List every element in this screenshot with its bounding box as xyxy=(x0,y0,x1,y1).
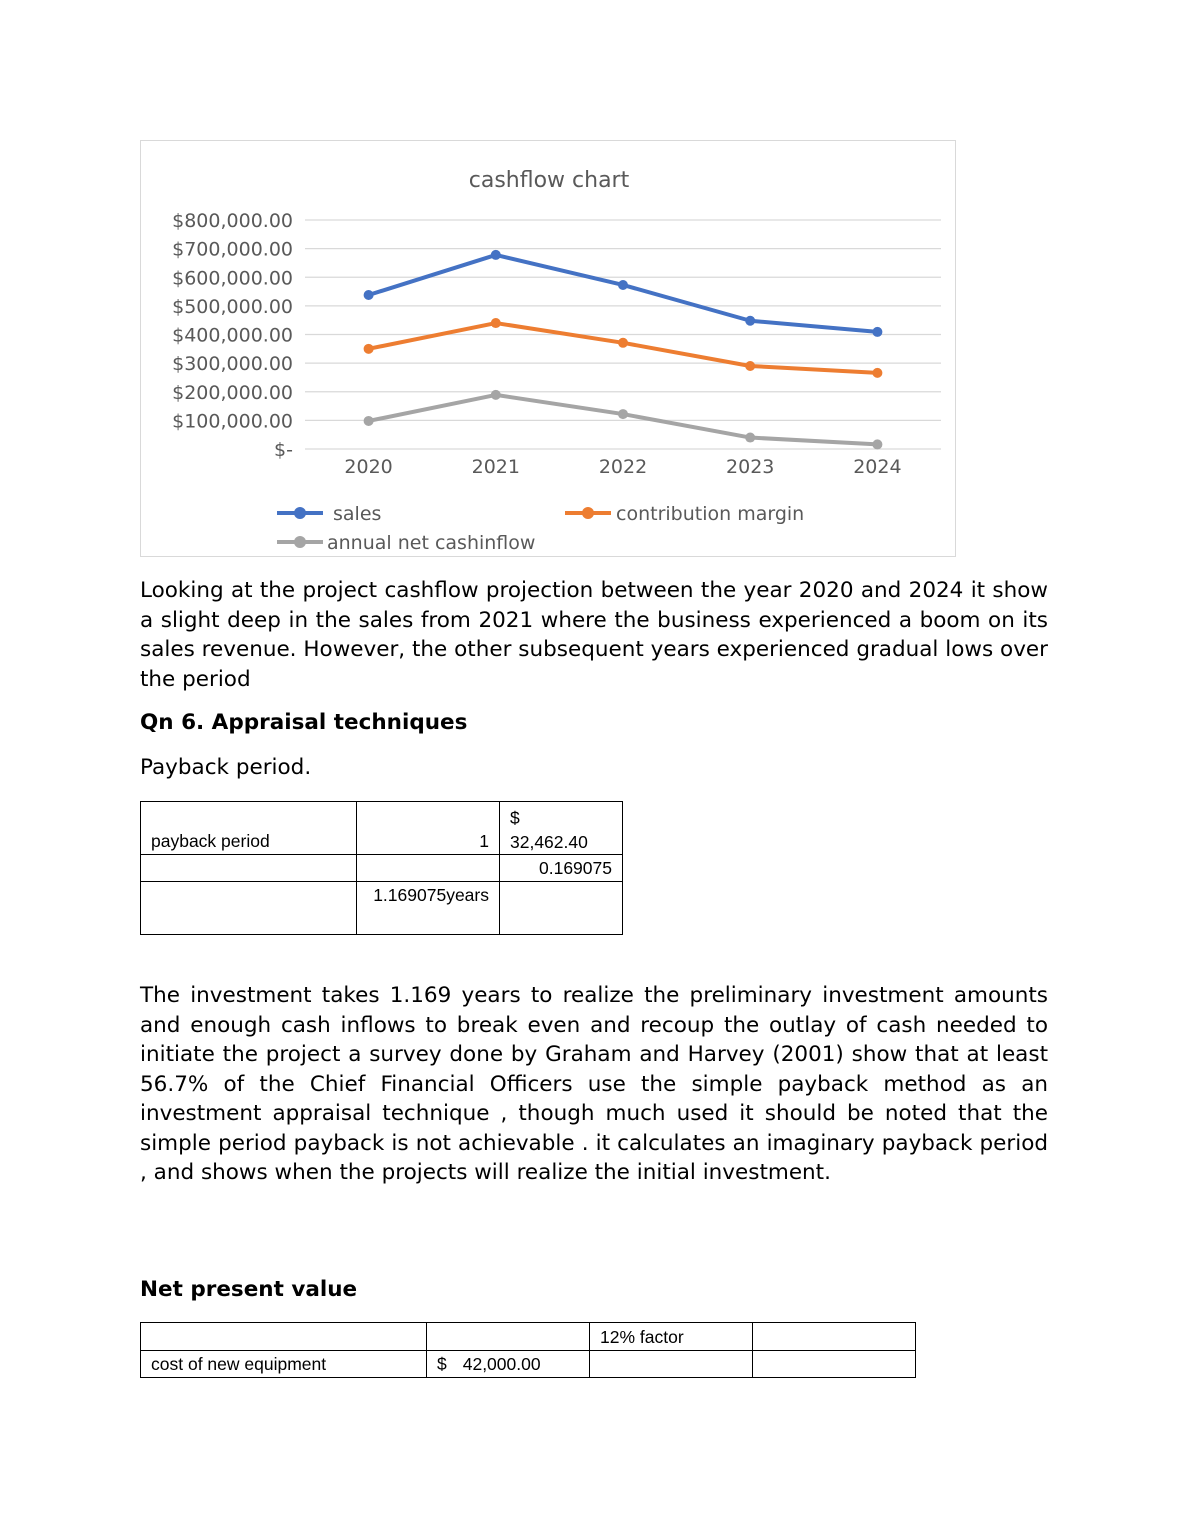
table-cell xyxy=(590,1351,753,1378)
npv-heading: Net present value xyxy=(140,1277,358,1302)
npv-table xyxy=(140,1322,916,1378)
chart-canvas xyxy=(141,141,957,558)
legend-marker-icon xyxy=(582,507,594,519)
legend-label: sales xyxy=(333,503,382,525)
data-point-marker xyxy=(872,327,882,337)
table-cell xyxy=(427,1351,590,1378)
data-point-marker xyxy=(618,409,628,419)
data-point-marker xyxy=(745,316,755,326)
table-cell xyxy=(500,802,623,855)
payback-period-label: Payback period. xyxy=(140,755,312,780)
data-point-marker xyxy=(872,439,882,449)
legend-label: contribution margin xyxy=(616,503,805,525)
table-cell: payback period xyxy=(141,802,357,855)
data-point-marker xyxy=(745,433,755,443)
table-cell: 1 xyxy=(357,802,500,855)
series-line xyxy=(369,395,878,445)
table-cell: cost of new equipment xyxy=(141,1351,427,1378)
appraisal-heading: Qn 6. Appraisal techniques xyxy=(140,710,468,735)
currency-symbol: $ xyxy=(510,808,520,828)
x-tick-label: 2023 xyxy=(726,456,775,478)
data-point-marker xyxy=(364,344,374,354)
data-point-marker xyxy=(364,290,374,300)
x-tick-label: 2024 xyxy=(853,456,902,478)
table-row xyxy=(141,1323,916,1351)
data-point-marker xyxy=(364,416,374,426)
x-tick-label: 2022 xyxy=(598,456,648,478)
table-cell: 0.169075 xyxy=(500,855,623,882)
chart-commentary-paragraph: Looking at the project cashflow projection between the year 2020 and 2024 it show a slight deep in the sales from 2021 where the business experienced a boom on its sales revenue. However, the other subsequent years experienced gradual lows over the period xyxy=(140,578,1048,692)
table-row xyxy=(141,802,623,855)
legend-label: annual net cashinflow xyxy=(327,532,536,554)
table-cell: 12% factor xyxy=(590,1323,753,1351)
legend-marker-icon xyxy=(294,536,306,548)
x-tick-label: 2020 xyxy=(344,456,393,478)
y-tick-label: $300,000.00 xyxy=(172,353,293,376)
table-cell xyxy=(141,855,357,882)
data-point-marker xyxy=(745,361,755,371)
y-tick-label: $500,000.00 xyxy=(172,295,293,318)
series-line xyxy=(369,255,878,332)
table-cell xyxy=(500,882,623,935)
payback-discussion-paragraph: The investment takes 1.169 years to realize the preliminary investment amounts and enough cash inflows to break even and recoup the outlay of cash needed to initiate the project a survey done by Graham and Harvey (2001) show that at least 56.7% of the Chief Financial Officers use the simple payback method as an investment appraisal technique , though much used it should be noted that the simple period payback is not achievable . it calculates an imaginary payback period , and shows when the projects will realize the initial investment. xyxy=(140,983,1048,1185)
table-cell xyxy=(141,882,357,935)
data-point-marker xyxy=(618,280,628,290)
table-cell: 1.169075years xyxy=(357,882,500,935)
payback-amount: 32,462.40 xyxy=(510,832,588,852)
data-point-marker xyxy=(491,250,501,260)
data-point-marker xyxy=(491,318,501,328)
table-row xyxy=(141,1351,916,1378)
y-tick-label: $800,000.00 xyxy=(172,210,293,232)
data-point-marker xyxy=(618,338,628,348)
y-tick-label: $100,000.00 xyxy=(172,410,293,433)
y-tick-label: $200,000.00 xyxy=(172,381,293,404)
y-tick-label: $700,000.00 xyxy=(172,238,293,261)
table-cell xyxy=(141,1323,427,1351)
y-tick-label: $- xyxy=(274,439,293,461)
data-point-marker xyxy=(872,368,882,378)
series-line xyxy=(369,323,878,373)
cashflow-chart xyxy=(140,140,956,557)
y-tick-label: $600,000.00 xyxy=(172,267,293,290)
y-tick-label: $400,000.00 xyxy=(172,324,293,347)
chart-title: cashflow chart xyxy=(468,168,630,193)
x-tick-label: 2021 xyxy=(471,456,520,478)
table-cell xyxy=(357,855,500,882)
payback-table xyxy=(140,801,623,935)
table-cell xyxy=(753,1351,916,1378)
legend-marker-icon xyxy=(294,507,306,519)
currency-symbol: $ xyxy=(437,1354,447,1374)
equipment-cost-amount: 42,000.00 xyxy=(462,1354,541,1374)
table-row xyxy=(141,855,623,882)
table-row xyxy=(141,882,623,935)
table-cell xyxy=(427,1323,590,1351)
table-cell xyxy=(753,1323,916,1351)
data-point-marker xyxy=(491,390,501,400)
